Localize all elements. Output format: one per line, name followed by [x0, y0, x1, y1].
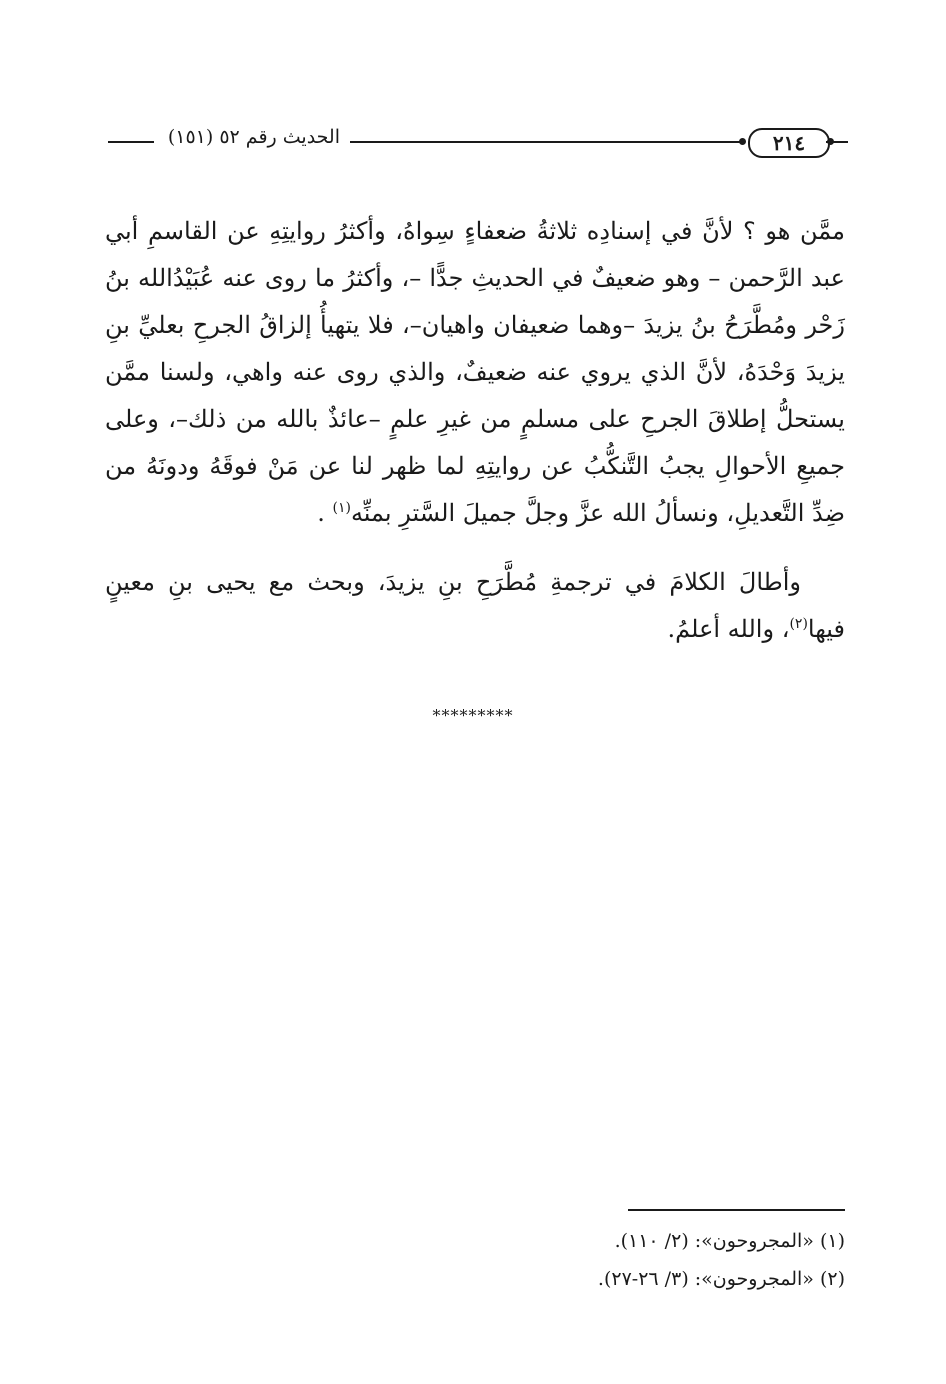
paragraph-end: .	[317, 499, 333, 527]
section-separator: *********	[432, 706, 514, 725]
ornament-dot-left	[739, 138, 746, 145]
footnote-item: (٢) «المجروحون»: (٣/ ٢٦-٢٧).	[597, 1268, 845, 1290]
paragraph-text: ممَّن هو ؟ لأنَّ في إسنادِه ثلاثةُ ضعفاءٍ سِواهُ، وأكثرُ روايتِهِ عن القاسمِ أبي عبد الرَّحمن – وهو ضعيفٌ في الحديثِ جدًّا –، وأكثرُ ما روى عنه عُبَيْدُالله بنُ زَحْر ومُطَّرَحُ بنُ يزيدَ –وهما ضعيفان واهيان–، فلا يتهيأُ إلزاقُ الجرحِ بعليِّ بنِ يزيدَ وَحْدَهُ، لأنَّ الذي يروي عنه ضعيفٌ، والذي روى عنه واهي، ولسنا ممَّن يستحلُّ إطلاقَ الجرحِ على مسلمٍ من غيرِ علمٍ –عائذٌ بالله من ذلك–، وعلى جميعِ الأحوالِ يجبُ التَّنكُّبُ عن روايتِهِ لما ظهر لنا عن مَنْ فوقَهُ ودونَهُ من ضِدِّ التَّعديلِ، ونسألُ الله عزَّ وجلَّ جميلَ السَّترِ بمنِّه	[105, 217, 845, 527]
footnote-ref[interactable]: (١)	[332, 500, 351, 516]
paragraph-text: وأطالَ الكلامَ في ترجمةِ مُطَّرَحِ بنِ يزيدَ، وبحث مع يحيى بنِ معينٍ فيها	[105, 568, 845, 643]
running-title: الحديث رقم ٥٢ (١٥١)	[167, 126, 340, 148]
header-rule-left	[108, 141, 154, 143]
paragraph-end: ، والله أعلمُ.	[667, 615, 790, 643]
page-number: ٢١٤	[748, 128, 830, 158]
header-rule-right	[826, 141, 848, 143]
paragraph	[105, 559, 845, 653]
page-header	[108, 120, 848, 164]
paragraph	[105, 208, 845, 537]
header-rule-middle	[350, 141, 742, 143]
footnotes	[300, 1222, 845, 1298]
footnote-ref[interactable]: (٢)	[789, 616, 808, 632]
footnote-divider	[628, 1209, 845, 1211]
footnote-item: (١) «المجروحون»: (٢/ ١١٠).	[614, 1230, 845, 1252]
main-text	[105, 208, 845, 653]
